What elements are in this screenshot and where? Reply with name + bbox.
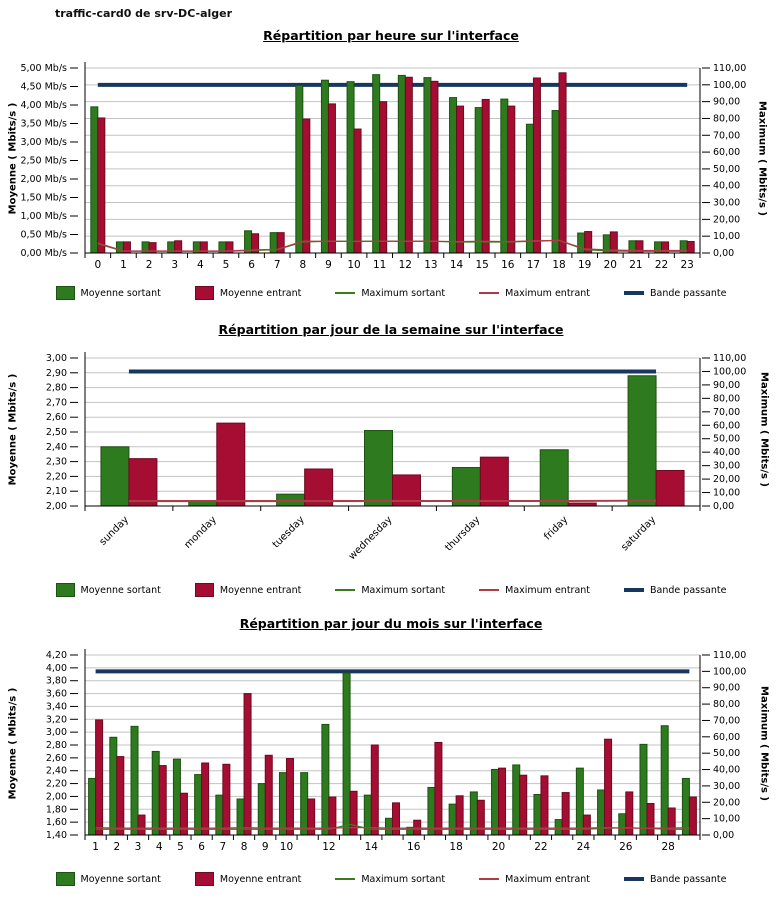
svg-text:4,00 Mb/s: 4,00 Mb/s — [20, 100, 67, 111]
bar-moyenne-sortant — [321, 80, 328, 253]
legend-item — [56, 583, 161, 597]
svg-text:0,00: 0,00 — [713, 501, 735, 512]
bar-moyenne-sortant — [322, 724, 329, 835]
svg-text:20,00: 20,00 — [713, 797, 741, 809]
hour-chart-legend — [0, 286, 782, 300]
svg-text:100,00: 100,00 — [713, 79, 747, 91]
bar-moyenne-entrant — [689, 797, 696, 835]
hour-chart-left-axis-label: Moyenne ( Mbits/s ) — [7, 102, 19, 215]
bar-moyenne-entrant — [431, 81, 438, 253]
svg-text:4,50 Mb/s: 4,50 Mb/s — [20, 81, 67, 93]
bar-moyenne-sortant — [173, 759, 180, 835]
legend-item — [335, 874, 445, 885]
svg-text:5,00 Mb/s: 5,00 Mb/s — [20, 63, 67, 74]
bar-moyenne-sortant — [475, 108, 482, 253]
line-green-swatch-icon — [335, 292, 355, 294]
svg-text:10,00: 10,00 — [713, 231, 741, 243]
bar-moyenne-sortant — [189, 502, 217, 506]
monthday-chart-title: Répartition par jour du mois sur l'interface — [239, 616, 543, 631]
bar-moyenne-sortant — [661, 726, 668, 835]
monthday-chart-canvas — [0, 638, 782, 865]
right-axis-ticks — [702, 353, 746, 512]
svg-text:30,00: 30,00 — [713, 197, 741, 209]
svg-text:2,30: 2,30 — [45, 456, 67, 468]
svg-text:1,60: 1,60 — [45, 817, 67, 829]
svg-text:monday: monday — [182, 514, 219, 551]
svg-text:12: 12 — [322, 841, 336, 853]
line-red-swatch-icon — [479, 878, 499, 880]
svg-text:90,00: 90,00 — [713, 682, 741, 694]
legend-item — [479, 288, 590, 299]
legend-item-label: Moyenne sortant — [80, 873, 161, 885]
bar-moyenne-entrant — [265, 755, 272, 835]
svg-text:2,40: 2,40 — [45, 441, 67, 453]
svg-text:6: 6 — [248, 259, 255, 271]
legend-item — [479, 585, 590, 596]
bar-moyenne-entrant — [350, 791, 357, 835]
bar-moyenne-entrant — [482, 99, 489, 253]
bar-moyenne-sortant — [450, 98, 457, 253]
svg-text:21: 21 — [629, 259, 643, 271]
svg-text:1,50 Mb/s: 1,50 Mb/s — [20, 192, 67, 204]
svg-text:40,00: 40,00 — [713, 180, 741, 192]
bar-moyenne-sortant — [301, 773, 308, 835]
svg-text:11: 11 — [373, 259, 387, 271]
svg-text:0,00: 0,00 — [713, 830, 735, 841]
svg-text:8: 8 — [299, 259, 307, 271]
bar-moyenne-sortant — [526, 124, 533, 253]
bar-moyenne-entrant — [541, 776, 548, 835]
bar-moyenne-sortant — [110, 737, 117, 835]
svg-text:1,40: 1,40 — [45, 830, 67, 841]
svg-text:2,70: 2,70 — [45, 397, 67, 409]
bar-moyenne-entrant — [405, 77, 412, 253]
bar-moyenne-entrant — [303, 119, 310, 253]
svg-text:18: 18 — [449, 841, 463, 853]
bar-moyenne-entrant — [393, 803, 400, 835]
bar-moyenne-sortant — [365, 431, 393, 506]
svg-text:3,60: 3,60 — [45, 688, 67, 700]
legend-item-label: Moyenne entrant — [219, 287, 302, 299]
svg-text:80,00: 80,00 — [713, 699, 741, 711]
line-green-swatch-icon — [335, 589, 355, 591]
hour-chart-right-axis-label: Maximum ( Mbits/s ) — [756, 101, 768, 216]
bar-moyenne-entrant — [217, 423, 245, 506]
svg-text:2: 2 — [113, 841, 121, 853]
bar-moyenne-sortant — [628, 376, 656, 506]
bar-moyenne-sortant — [101, 447, 129, 506]
box-green-swatch-icon — [56, 286, 75, 300]
right-axis-ticks — [702, 63, 746, 259]
line-blue-swatch-icon — [624, 588, 644, 592]
svg-text:15: 15 — [475, 259, 489, 271]
bars — [91, 73, 694, 253]
svg-text:16: 16 — [407, 841, 421, 853]
svg-text:2,40: 2,40 — [45, 765, 67, 777]
monthday-chart-left-axis-label: Moyenne ( Mbits/s ) — [7, 687, 19, 800]
svg-text:1,80: 1,80 — [45, 804, 67, 816]
bar-moyenne-entrant — [656, 470, 684, 506]
svg-text:110,00: 110,00 — [713, 63, 747, 74]
line-blue-swatch-icon — [624, 291, 644, 295]
svg-text:13: 13 — [424, 259, 438, 271]
svg-text:20,00: 20,00 — [713, 474, 741, 486]
svg-text:wednesday: wednesday — [346, 514, 395, 563]
bar-moyenne-entrant — [286, 759, 293, 836]
svg-text:3,00: 3,00 — [45, 353, 67, 364]
x-axis-ticks — [85, 253, 700, 271]
bars — [101, 376, 684, 506]
svg-text:1: 1 — [92, 841, 99, 853]
svg-text:3: 3 — [134, 841, 142, 853]
svg-text:2: 2 — [145, 259, 153, 271]
legend-item-label: Moyenne sortant — [80, 584, 161, 596]
page-title: traffic-card0 de srv-DC-alger — [55, 7, 233, 20]
bar-moyenne-sortant — [424, 78, 431, 253]
bar-moyenne-sortant — [279, 773, 286, 835]
monthday-chart-right-axis-label: Maximum ( Mbits/s ) — [758, 686, 770, 801]
svg-text:6: 6 — [198, 841, 205, 853]
weekday-chart-title: Répartition par jour de la semaine sur l'interface — [218, 322, 564, 337]
svg-text:20,00: 20,00 — [713, 214, 741, 226]
line-red-swatch-icon — [479, 292, 499, 294]
svg-text:40,00: 40,00 — [713, 447, 741, 459]
svg-text:1,00 Mb/s: 1,00 Mb/s — [20, 211, 67, 222]
legend-item — [624, 585, 726, 596]
svg-text:saturday: saturday — [619, 514, 659, 554]
svg-text:60,00: 60,00 — [713, 420, 741, 432]
bar-moyenne-sortant — [258, 784, 265, 835]
bar-moyenne-entrant — [202, 763, 209, 835]
svg-text:14: 14 — [449, 259, 464, 271]
svg-text:2,60: 2,60 — [45, 752, 67, 764]
bar-moyenne-sortant — [131, 726, 138, 835]
bar-moyenne-sortant — [343, 673, 350, 835]
bar-moyenne-sortant — [640, 744, 647, 835]
bar-moyenne-sortant — [492, 769, 499, 835]
bar-moyenne-sortant — [552, 111, 559, 253]
left-axis-ticks — [46, 650, 78, 841]
axes — [85, 62, 700, 253]
bar-moyenne-entrant — [159, 766, 166, 835]
svg-text:60,00: 60,00 — [713, 147, 741, 159]
weekday-chart-legend — [0, 583, 782, 597]
legend-item-label: Maximum entrant — [505, 287, 591, 299]
svg-text:60,00: 60,00 — [713, 731, 741, 743]
svg-text:0,50 Mb/s: 0,50 Mb/s — [20, 229, 67, 241]
svg-text:9: 9 — [261, 841, 269, 853]
bar-moyenne-entrant — [457, 106, 464, 253]
svg-text:2,20: 2,20 — [45, 778, 67, 790]
line-red-swatch-icon — [479, 589, 499, 591]
bar-moyenne-sortant — [195, 775, 202, 835]
svg-text:2,50: 2,50 — [45, 427, 67, 438]
svg-text:110,00: 110,00 — [713, 353, 747, 364]
svg-text:5: 5 — [177, 841, 184, 853]
bar-moyenne-entrant — [354, 129, 361, 253]
svg-text:18: 18 — [552, 259, 566, 271]
hour-chart-canvas — [0, 55, 782, 287]
svg-text:2,60: 2,60 — [45, 412, 67, 424]
box-green-swatch-icon — [56, 583, 75, 597]
svg-text:10: 10 — [347, 259, 361, 271]
bar-moyenne-sortant — [91, 107, 98, 253]
legend-item — [195, 583, 301, 597]
legend-item — [56, 286, 161, 300]
bar-moyenne-entrant — [96, 720, 103, 835]
svg-text:30,00: 30,00 — [713, 780, 741, 792]
bar-moyenne-entrant — [435, 742, 442, 835]
svg-text:22: 22 — [534, 841, 548, 853]
svg-text:thursday: thursday — [443, 514, 483, 554]
bar-moyenne-entrant — [668, 808, 675, 835]
bar-moyenne-entrant — [244, 694, 251, 835]
svg-text:0: 0 — [94, 259, 102, 271]
bar-moyenne-entrant — [647, 804, 654, 836]
bar-moyenne-sortant — [501, 99, 508, 253]
x-axis-ticks — [85, 506, 700, 562]
box-green-swatch-icon — [56, 872, 75, 886]
svg-text:70,00: 70,00 — [713, 130, 741, 142]
svg-text:23: 23 — [680, 259, 694, 271]
legend-item — [195, 286, 301, 300]
bar-moyenne-entrant — [117, 757, 124, 835]
svg-text:7: 7 — [273, 259, 281, 271]
bar-moyenne-entrant — [480, 457, 508, 506]
svg-text:2,00: 2,00 — [45, 791, 67, 803]
svg-text:17: 17 — [526, 259, 541, 271]
svg-text:0,00 Mb/s: 0,00 Mb/s — [20, 248, 67, 259]
svg-text:22: 22 — [654, 259, 669, 271]
svg-text:12: 12 — [398, 259, 412, 271]
svg-text:14: 14 — [364, 841, 378, 853]
legend-item — [335, 288, 445, 299]
svg-text:20: 20 — [603, 259, 617, 271]
svg-text:110,00: 110,00 — [713, 650, 747, 661]
bar-moyenne-sortant — [373, 75, 380, 253]
svg-text:2,10: 2,10 — [45, 486, 67, 498]
svg-text:10: 10 — [279, 841, 294, 853]
legend-item — [479, 874, 590, 885]
bar-moyenne-sortant — [576, 768, 583, 835]
bar-moyenne-entrant — [559, 73, 566, 253]
svg-text:50,00: 50,00 — [713, 163, 741, 175]
svg-text:2,80: 2,80 — [45, 740, 67, 751]
svg-text:tuesday: tuesday — [270, 514, 307, 551]
svg-text:4,20: 4,20 — [45, 650, 67, 661]
bar-moyenne-sortant — [89, 778, 96, 835]
legend-item-label: Bande passante — [650, 584, 727, 596]
bar-moyenne-sortant — [347, 82, 354, 253]
bars — [89, 673, 697, 835]
svg-text:sunday: sunday — [97, 514, 132, 548]
legend-item-label: Maximum sortant — [361, 873, 446, 885]
svg-text:3,20: 3,20 — [45, 714, 67, 726]
legend-item-label: Moyenne entrant — [219, 873, 302, 885]
bar-moyenne-sortant — [555, 820, 562, 835]
svg-text:4,00: 4,00 — [45, 662, 67, 674]
bar-moyenne-sortant — [449, 804, 456, 835]
bar-moyenne-sortant — [152, 751, 159, 835]
svg-text:2,20: 2,20 — [45, 471, 67, 483]
bar-moyenne-sortant — [386, 818, 393, 835]
x-axis-ticks — [85, 835, 700, 853]
legend-item — [195, 872, 301, 886]
box-red-swatch-icon — [195, 872, 214, 886]
bar-moyenne-entrant — [138, 815, 145, 835]
svg-text:28: 28 — [661, 841, 675, 853]
svg-text:2,90: 2,90 — [45, 367, 67, 379]
legend-item — [624, 874, 726, 885]
svg-text:3,00: 3,00 — [45, 727, 67, 739]
weekday-chart-left-axis-label: Moyenne ( Mbits/s ) — [7, 373, 19, 486]
svg-text:70,00: 70,00 — [713, 406, 741, 418]
bar-moyenne-sortant — [540, 450, 568, 506]
svg-text:friday: friday — [542, 514, 571, 543]
right-axis-ticks — [702, 650, 746, 841]
bar-moyenne-sortant — [578, 233, 585, 253]
bar-moyenne-entrant — [533, 78, 540, 253]
legend-item-label: Maximum entrant — [505, 873, 591, 885]
legend-item — [56, 872, 161, 886]
svg-text:3,00 Mb/s: 3,00 Mb/s — [20, 137, 67, 148]
svg-text:90,00: 90,00 — [713, 379, 741, 391]
legend-item-label: Bande passante — [650, 287, 727, 299]
bar-moyenne-entrant — [583, 815, 590, 835]
svg-text:19: 19 — [578, 259, 592, 271]
svg-text:50,00: 50,00 — [713, 433, 741, 445]
legend-item-label: Maximum sortant — [361, 287, 446, 299]
bar-moyenne-entrant — [223, 764, 230, 835]
svg-text:10,00: 10,00 — [713, 813, 741, 825]
bar-moyenne-sortant — [398, 75, 405, 253]
svg-text:16: 16 — [501, 259, 515, 271]
left-axis-ticks — [20, 63, 78, 259]
bar-moyenne-sortant — [682, 778, 689, 835]
svg-text:5: 5 — [222, 259, 230, 271]
box-red-swatch-icon — [195, 583, 214, 597]
gridlines — [85, 68, 700, 236]
svg-text:50,00: 50,00 — [713, 748, 741, 760]
legend-item-label: Maximum entrant — [505, 584, 591, 596]
legend-item-label: Maximum sortant — [361, 584, 446, 596]
svg-text:24: 24 — [576, 841, 591, 853]
svg-text:20: 20 — [491, 841, 506, 853]
svg-text:70,00: 70,00 — [713, 715, 741, 727]
svg-text:80,00: 80,00 — [713, 393, 741, 405]
bar-moyenne-entrant — [508, 106, 515, 253]
svg-text:3: 3 — [171, 259, 179, 271]
svg-text:26: 26 — [619, 841, 633, 853]
weekday-chart-canvas — [0, 344, 782, 582]
svg-text:7: 7 — [219, 841, 227, 853]
svg-text:3,50 Mb/s: 3,50 Mb/s — [20, 118, 67, 130]
bar-moyenne-entrant — [687, 242, 694, 253]
monthday-chart-legend — [0, 872, 782, 886]
line-blue-swatch-icon — [624, 877, 644, 881]
bar-moyenne-entrant — [380, 102, 387, 253]
legend-item-label: Bande passante — [650, 873, 727, 885]
box-red-swatch-icon — [195, 286, 214, 300]
bar-moyenne-entrant — [371, 745, 378, 835]
bar-moyenne-entrant — [98, 118, 105, 253]
svg-text:4: 4 — [196, 259, 204, 271]
legend-item-label: Moyenne entrant — [219, 584, 302, 596]
legend-item — [624, 288, 726, 299]
line-green-swatch-icon — [335, 878, 355, 880]
svg-text:100,00: 100,00 — [713, 666, 747, 678]
weekday-chart-right-axis-label: Maximum ( Mbits/s ) — [758, 372, 770, 487]
svg-text:1: 1 — [120, 259, 127, 271]
bar-moyenne-sortant — [513, 765, 520, 835]
svg-text:10,00: 10,00 — [713, 487, 741, 499]
bar-moyenne-sortant — [619, 814, 626, 835]
bar-moyenne-entrant — [328, 104, 335, 253]
svg-text:30,00: 30,00 — [713, 460, 741, 472]
legend-item-label: Moyenne sortant — [80, 287, 161, 299]
svg-text:2,00 Mb/s: 2,00 Mb/s — [20, 174, 67, 185]
svg-text:2,00: 2,00 — [45, 501, 67, 512]
bar-moyenne-sortant — [296, 85, 303, 253]
bar-moyenne-entrant — [520, 775, 527, 835]
svg-text:80,00: 80,00 — [713, 113, 741, 125]
hour-chart-title: Répartition par heure sur l'interface — [263, 28, 519, 43]
svg-text:9: 9 — [325, 259, 332, 271]
svg-text:0,00: 0,00 — [713, 248, 735, 259]
svg-text:90,00: 90,00 — [713, 96, 741, 108]
left-axis-ticks — [46, 353, 78, 512]
legend-item — [335, 585, 445, 596]
bar-moyenne-entrant — [605, 739, 612, 835]
max-entrant-line — [98, 240, 687, 251]
svg-text:3,40: 3,40 — [45, 701, 67, 713]
svg-text:4: 4 — [155, 841, 163, 853]
bar-moyenne-entrant — [129, 459, 157, 506]
svg-text:100,00: 100,00 — [713, 366, 747, 378]
svg-text:2,50 Mb/s: 2,50 Mb/s — [20, 155, 67, 167]
svg-text:3,80: 3,80 — [45, 675, 67, 687]
svg-text:8: 8 — [240, 841, 248, 853]
bar-moyenne-entrant — [499, 768, 506, 835]
svg-text:2,80: 2,80 — [45, 382, 67, 394]
svg-text:40,00: 40,00 — [713, 764, 741, 776]
